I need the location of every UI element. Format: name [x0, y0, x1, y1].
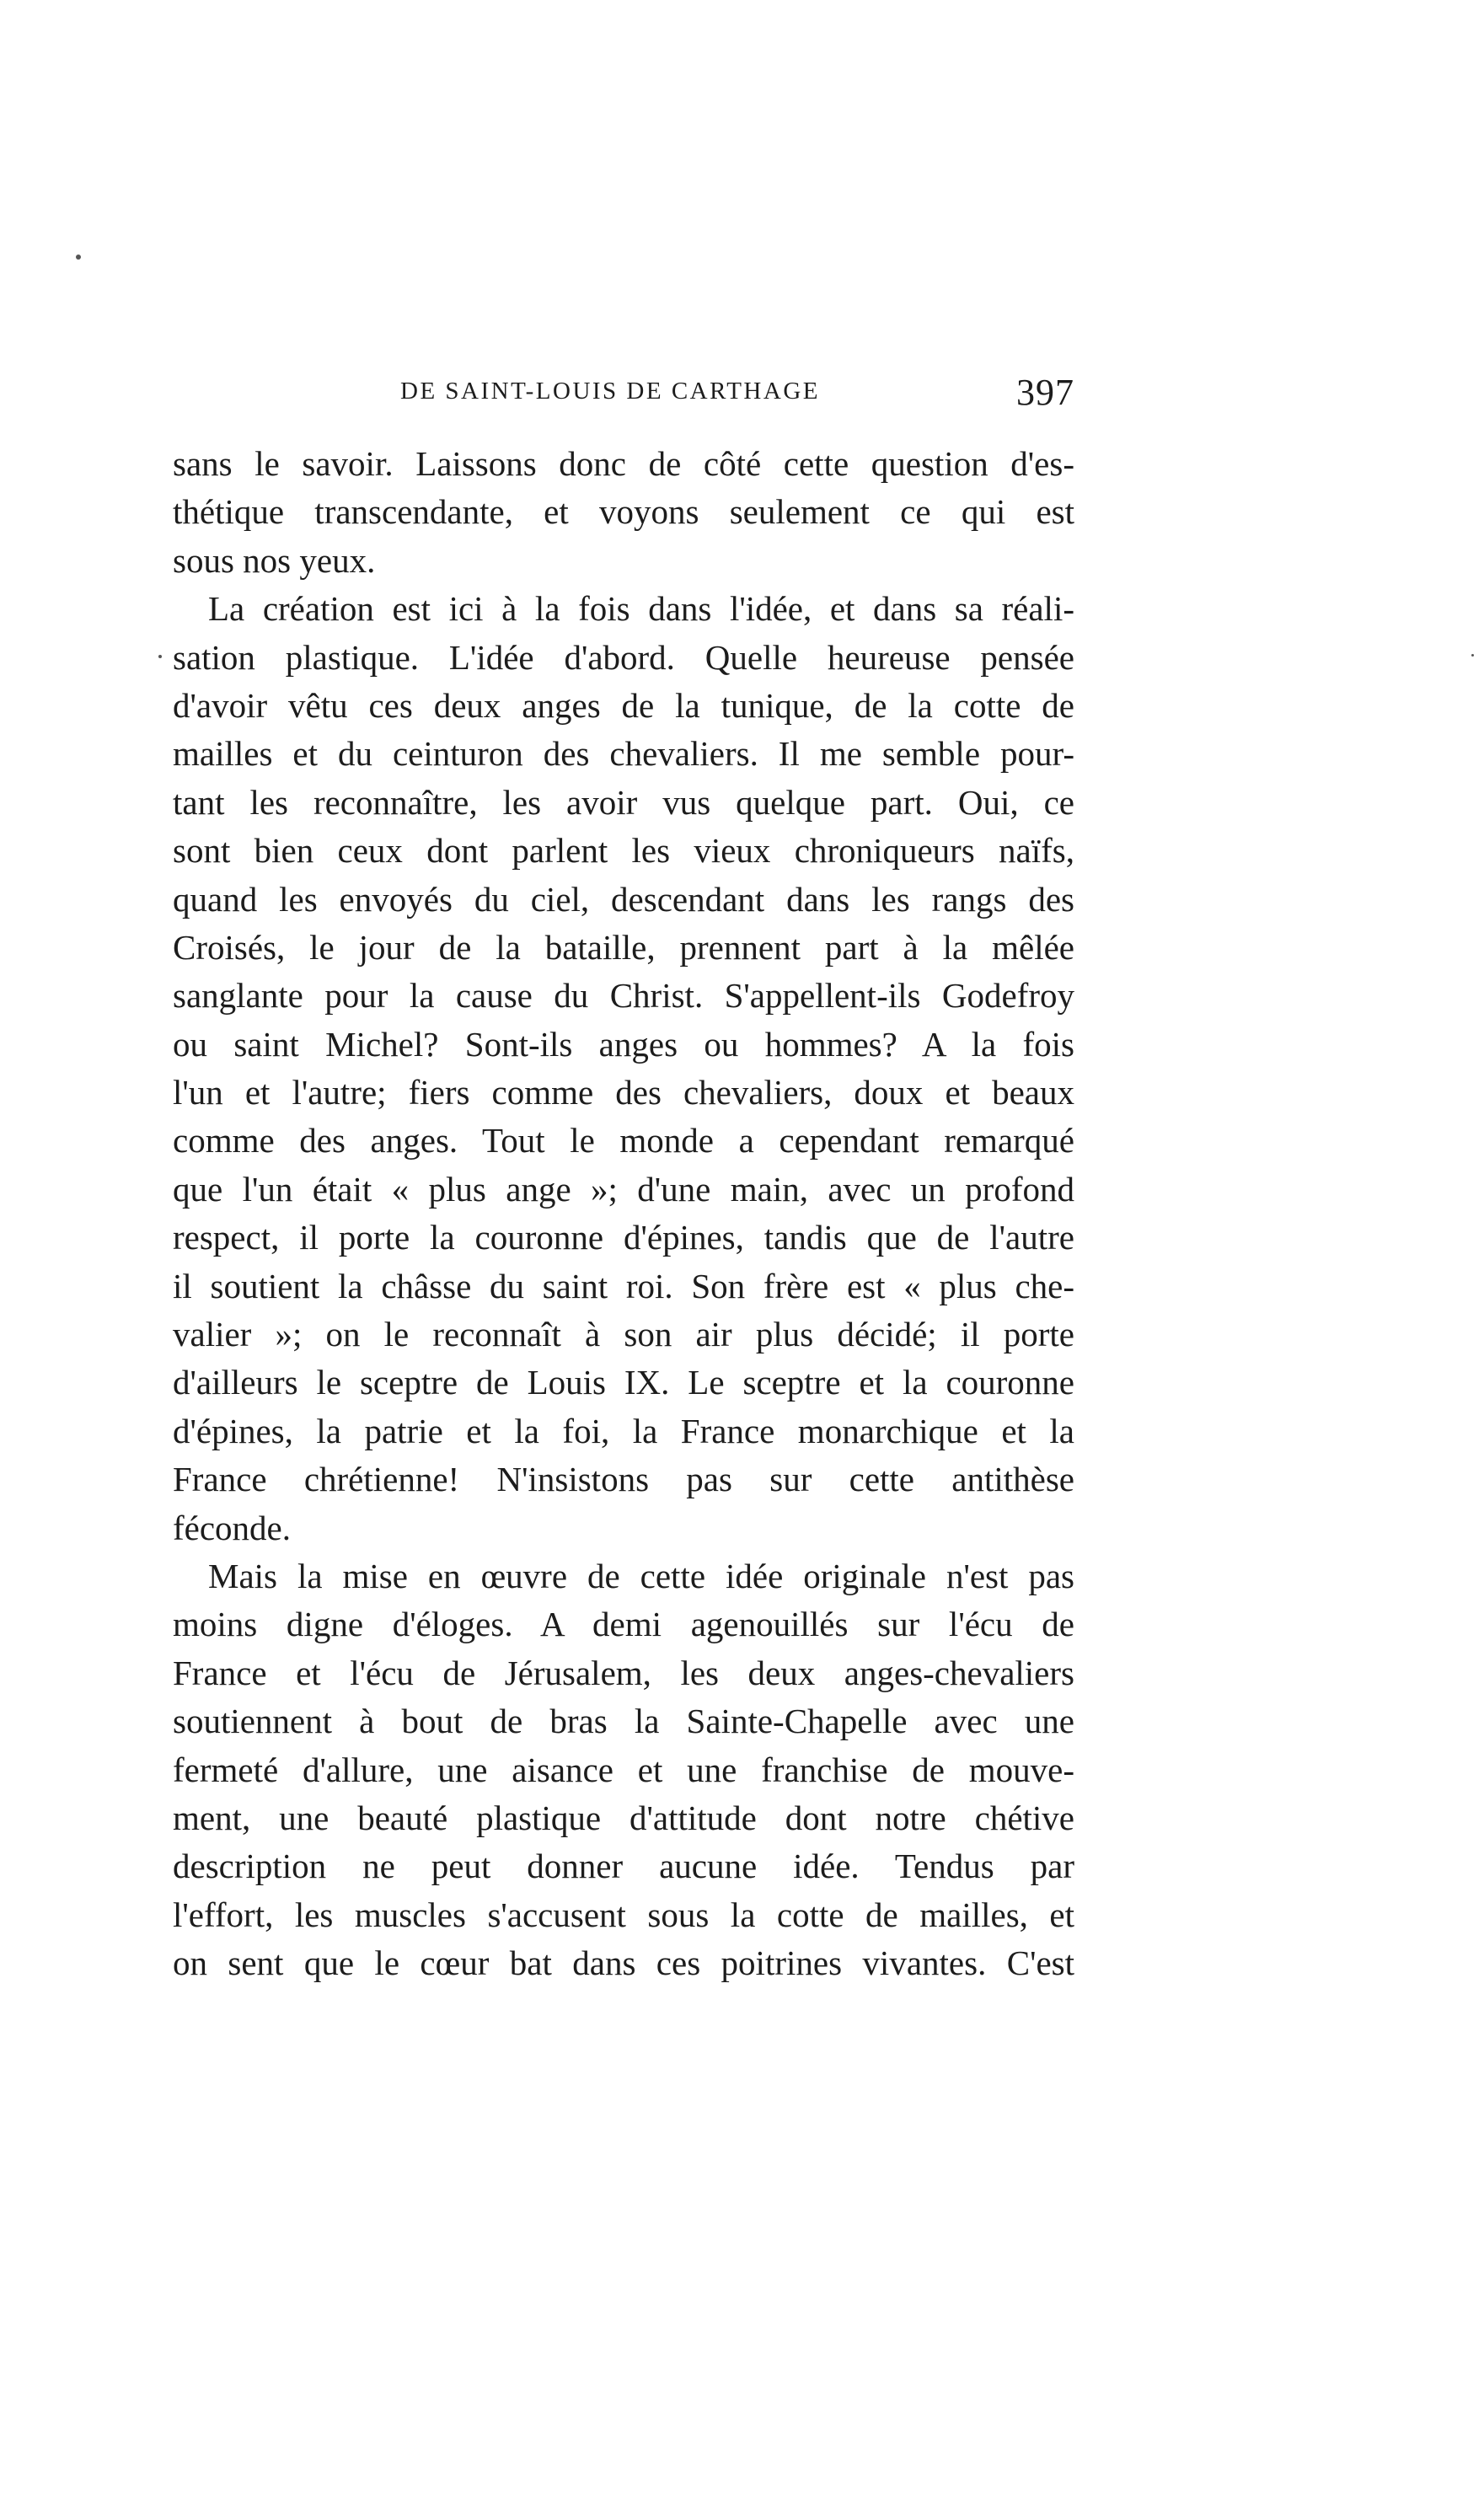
text-line: Mais la mise en œuvre de cette idée originale n'est pas: [208, 1556, 1074, 1595]
page-number: 397: [1016, 372, 1074, 413]
text-line: ment, une beauté plastique d'attitude dont notre chétive: [173, 1798, 1074, 1837]
text-line: d'avoir vêtu ces deux anges de la tunique, de la cotte de: [173, 685, 1074, 725]
text-line: respect, il porte la couronne d'épines, tandis que de l'autre: [173, 1218, 1074, 1257]
text-line: valier »; on le reconnaît à son air plus décidé; il porte: [173, 1315, 1074, 1354]
text-line: fermeté d'allure, une aisance et une franchise de mouve-: [173, 1750, 1074, 1789]
text-line: moins digne d'éloges. A demi agenouillés sur l'écu de: [173, 1605, 1074, 1644]
text-line: l'effort, les muscles s'accusent sous la cotte de mailles, et: [173, 1895, 1074, 1934]
ink-speck: [76, 255, 81, 260]
text-line: La création est ici à la fois dans l'idée, et dans sa réali-: [208, 589, 1074, 629]
text-line: mailles et du ceinturon des chevaliers. Il me semble pour-: [173, 734, 1074, 774]
running-title: DE SAINT-LOUIS DE CARTHAGE: [400, 378, 820, 405]
text-line: thétique transcendante, et voyons seulement ce qui est: [173, 492, 1074, 532]
text-line: féconde.: [173, 1508, 291, 1547]
running-header: [173, 371, 1074, 421]
text-line: sans le savoir. Laissons donc de côté cette question d'es-: [173, 444, 1074, 483]
text-line: France et l'écu de Jérusalem, les deux anges-chevaliers: [173, 1653, 1074, 1692]
paragraph: [173, 585, 1074, 1552]
text-line: description ne peut donner aucune idée. Tendus par: [173, 1847, 1074, 1886]
text-line: soutiennent à bout de bras la Sainte-Chapelle avec une: [173, 1702, 1074, 1741]
text-line: France chrétienne! N'insistons pas sur cette antithèse: [173, 1460, 1074, 1499]
text-line: comme des anges. Tout le monde a cependant remarqué: [173, 1121, 1074, 1161]
text-line: quand les envoyés du ciel, descendant dans les rangs des: [173, 879, 1074, 919]
text-line: d'ailleurs le sceptre de Louis IX. Le sceptre et la couronne: [173, 1363, 1074, 1402]
text-line: ou saint Michel? Sont-ils anges ou hommes? A la fois: [173, 1024, 1074, 1064]
paragraph: [173, 1552, 1074, 1988]
text-line: tant les reconnaître, les avoir vus quelque part. Oui, ce: [173, 782, 1074, 822]
text-line: il soutient la châsse du saint roi. Son frère est « plus che-: [173, 1266, 1074, 1305]
text-line: sont bien ceux dont parlent les vieux chroniqueurs naïfs,: [173, 831, 1074, 871]
text-line: sanglante pour la cause du Christ. S'appellent-ils Godefroy: [173, 976, 1074, 1016]
text-line: que l'un était « plus ange »; d'une main, avec un profond: [173, 1169, 1074, 1209]
text-line: d'épines, la patrie et la foi, la France monarchique et la: [173, 1411, 1074, 1450]
body-text: [173, 440, 1074, 1988]
text-line: on sent que le cœur bat dans ces poitrines vivantes. C'est: [173, 1943, 1074, 1983]
paragraph: [173, 440, 1074, 585]
text-line: sation plastique. L'idée d'abord. Quelle heureuse pensée: [173, 637, 1074, 677]
ink-speck: [158, 655, 162, 658]
ink-speck: [1471, 654, 1474, 657]
text-line: l'un et l'autre; fiers comme des chevaliers, doux et beaux: [173, 1073, 1074, 1112]
text-line: Croisés, le jour de la bataille, prennent part à la mêlée: [173, 927, 1074, 967]
text-line: sous nos yeux.: [173, 540, 376, 580]
